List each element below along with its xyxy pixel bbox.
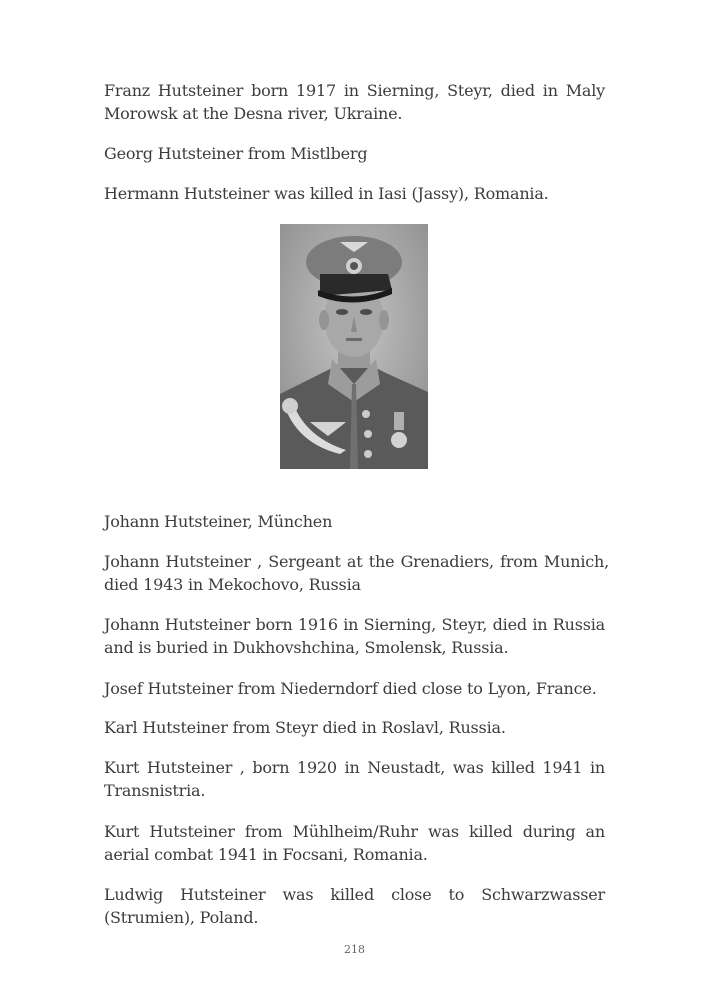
entry-kurt-muhlheim: Kurt Hutsteiner from Mühlheim/Ruhr was killed during an aerial combat 1941 in Focsani, Romania. (104, 822, 605, 864)
entry-karl: Karl Hutsteiner from Steyr died in Roslavl, Russia. (104, 718, 506, 737)
portrait-image (280, 224, 428, 469)
entry-ludwig: Ludwig Hutsteiner was killed close to Schwarzwasser (Strumien), Poland. (104, 885, 605, 927)
page-number: 218 (344, 943, 365, 956)
entry-kurt-neustadt: Kurt Hutsteiner , born 1920 in Neustadt, was killed 1941 in Transnistria. (104, 758, 605, 800)
soldier-portrait-photo (280, 224, 428, 469)
entry-johann-munchen: Johann Hutsteiner, München (104, 512, 333, 531)
entry-georg: Georg Hutsteiner from Mistlberg (104, 144, 368, 163)
entry-johann-sergeant: Johann Hutsteiner , Sergeant at the Grenadiers, from Munich, died 1943 in Mekochovo, Russia (104, 552, 609, 594)
entry-franz: Franz Hutsteiner born 1917 in Sierning, Steyr, died in Maly Morowsk at the Desna river, Ukraine. (104, 81, 605, 123)
entry-hermann: Hermann Hutsteiner was killed in Iasi (Jassy), Romania. (104, 184, 549, 203)
entry-josef: Josef Hutsteiner from Niederndorf died close to Lyon, France. (104, 679, 597, 698)
entry-johann-1916: Johann Hutsteiner born 1916 in Sierning, Steyr, died in Russia and is buried in Dukhovshchina, Smolensk, Russia. (104, 615, 605, 657)
